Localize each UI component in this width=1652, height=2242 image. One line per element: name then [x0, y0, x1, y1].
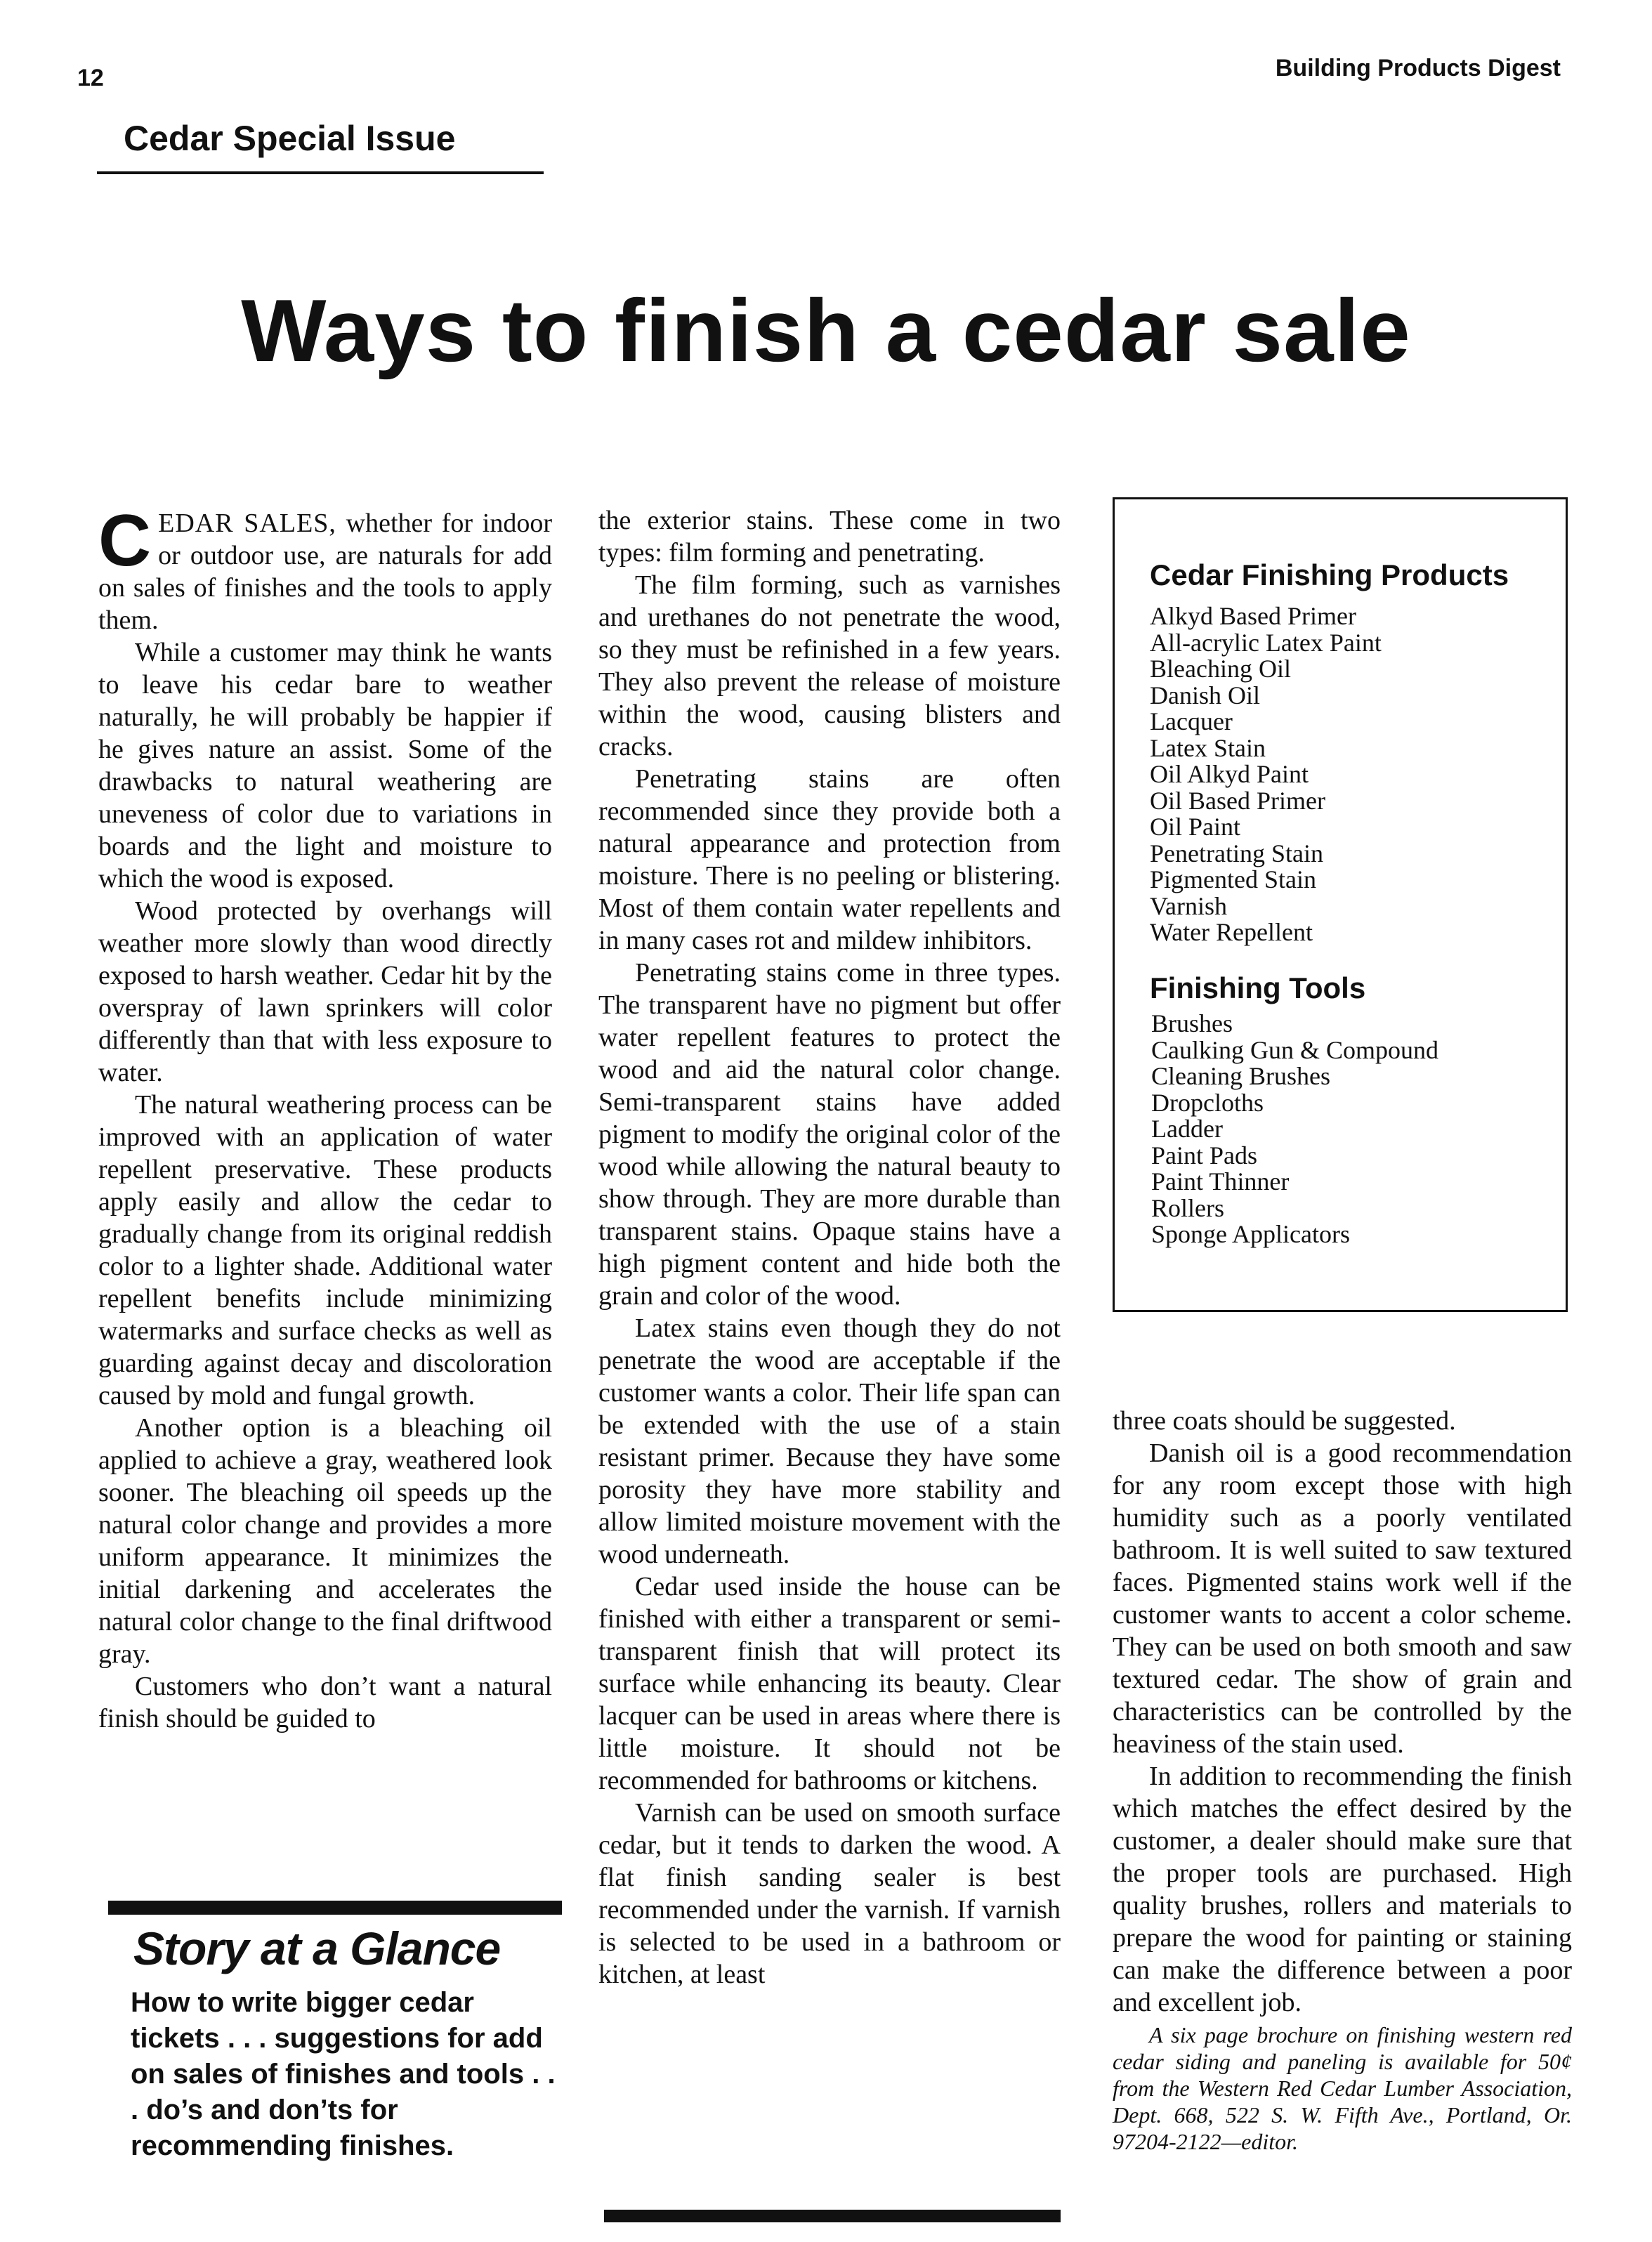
- list-item: Oil Alkyd Paint: [1150, 760, 1309, 788]
- paragraph: While a customer may think he wants to leave his cedar bare to weather naturally, he will probably be happier if he gives nature an assist. Some of the drawbacks to natural weathering are uneveness of color due to variations in boards and the light and moisture to which the wood is exposed.: [98, 638, 552, 893]
- list-item: Ladder: [1151, 1115, 1223, 1143]
- lead-text: whether for indoor or outdoor use, are naturals for add on sales of finishes and the tools to apply them.: [98, 509, 552, 635]
- paragraph: Penetrating stains come in three types. The transparent have no pigment but offer water repellent features to protect the wood and aid the natural color change. Semi-transparent stains have added pigment to modify the original color of the wood while allowing the natural beauty to show through. They are more durable than transparent stains. Opaque stains have a high pigment content and hide both the grain and color of the wood.: [598, 958, 1061, 1311]
- list-item: Caulking Gun & Compound: [1151, 1035, 1439, 1064]
- list-item: Varnish: [1150, 891, 1227, 920]
- lead-smallcaps: EDAR SALES,: [158, 509, 336, 538]
- page-number: 12: [77, 65, 104, 91]
- paragraph: Another option is a bleaching oil applied to achieve a gray, weathered look sooner. The bleaching oil speeds up the natural color change and provides a more uniform appearance. It minimizes the initial darkening and accelerates the natural color change to the final driftwood gray.: [98, 1413, 552, 1669]
- glance-top-rule: [108, 1901, 562, 1915]
- list-item: Bleaching Oil: [1150, 655, 1291, 683]
- article-column-3: [1113, 1405, 1572, 2155]
- paragraph: Latex stains even though they do not penetrate the wood are acceptable if the customer wants a color. Their life span can be extended with the use of a stain resistant primer. Because they have some porosity they have more stability and allow limited moisture movement with the wood underneath.: [598, 1313, 1061, 1569]
- paragraph: Customers who don’t want a natural finish should be guided to: [98, 1672, 552, 1733]
- glance-title: Story at a Glance: [133, 1922, 501, 1974]
- editor-credit: A six page brochure on finishing western red cedar siding and paneling is available for 50¢ from the Western Red Cedar Lumber Association, Dept. 668, 522 S. W. Fifth Ave., Portland, Or. 97204-2122—editor.: [1113, 2022, 1572, 2154]
- list-item: Rollers: [1151, 1193, 1224, 1222]
- lead-paragraph: [98, 500, 552, 636]
- list-item: Sponge Applicators: [1151, 1220, 1350, 1248]
- finishing-products-box: [1113, 497, 1568, 1312]
- tools-list: [1151, 1011, 1438, 1248]
- list-item: Penetrating Stain: [1150, 839, 1323, 867]
- paragraph-continued: the exterior stains. These come in two types: film forming and penetrating.: [598, 506, 1061, 568]
- paragraph-continued: three coats should be suggested.: [1113, 1406, 1456, 1436]
- glance-body: How to write bigger cedar tickets . . . suggestions for add on sales of finishes and tools . . . do’s and don’ts for recommending finishes.: [131, 1987, 556, 2161]
- paragraph: Penetrating stains are often recommended since they provide both a natural appearance and protection from moisture. There is no peeling or blistering. Most of them contain water repellents and in many cases rot and mildew inhibitors.: [598, 764, 1061, 955]
- drop-cap: C: [98, 500, 152, 582]
- paragraph: The film forming, such as varnishes and urethanes do not penetrate the wood, so they must be refinished in a few years. They also prevent the release of moisture within the wood, causing blisters and cracks.: [598, 570, 1061, 761]
- list-item: Paint Pads: [1151, 1141, 1258, 1169]
- list-item: Oil Paint: [1150, 813, 1241, 841]
- headline: Ways to finish a cedar sale: [241, 281, 1411, 380]
- list-item: Alkyd Based Primer: [1150, 602, 1356, 630]
- list-item: Pigmented Stain: [1150, 865, 1316, 893]
- paragraph: The natural weathering process can be improved with an application of water repellent preservative. These products apply easily and allow the cedar to gradually change from its original reddish color to a lighter shade. Additional water repellent benefits include minimizing watermarks and surface checks as well as guarding against decay and discoloration caused by mold and fungal growth.: [98, 1090, 552, 1410]
- paragraph: Wood protected by overhangs will weather more slowly than wood directly exposed to harsh weather. Cedar hit by the overspray of lawn sprinkers will color differently than that with less exposure to water.: [98, 896, 552, 1087]
- list-item: All-acrylic Latex Paint: [1150, 628, 1382, 657]
- paragraph: Danish oil is a good recommendation for any room except those with high humidity such as a poorly ventilated bathroom. It is well suited to saw textured faces. Pigmented stains work well if the customer wants to accent a color scheme. They can be used on both smooth and saw textured cedar. The show of grain and characteristics can be controlled by the heaviness of the stain used.: [1113, 1438, 1572, 1759]
- list-item: Brushes: [1151, 1009, 1233, 1037]
- glance-bottom-rule: [604, 2210, 1061, 2222]
- article-column-2: [598, 504, 1061, 1991]
- paragraph: Varnish can be used on smooth surface cedar, but it tends to darken the wood. A flat finish sanding sealer is best recommended under the varnish. If varnish is selected to be used in a bathroom or kitchen, at least: [598, 1798, 1061, 1989]
- paragraph: Cedar used inside the house can be finished with either a transparent or semi-transparent finish that will protect its surface while enhancing its beauty. Clear lacquer can be used in areas where there is little moisture. It should not be recommended for bathrooms or kitchens.: [598, 1572, 1061, 1795]
- section-label: Cedar Special Issue: [124, 119, 456, 158]
- products-list: [1150, 603, 1382, 946]
- article-column-1: [98, 500, 552, 1735]
- list-item: Cleaning Brushes: [1151, 1062, 1330, 1090]
- list-item: Oil Based Primer: [1150, 786, 1325, 815]
- list-item: Latex Stain: [1150, 733, 1266, 762]
- list-item: Danish Oil: [1150, 681, 1260, 709]
- paragraph: In addition to recommending the finish which matches the effect desired by the customer, a dealer should make sure that the proper tools are purchased. High quality brushes, rollers and materials to prepare the wood for painting or staining can make the difference between a poor and excellent job.: [1113, 1762, 1572, 2017]
- tools-heading: Finishing Tools: [1150, 971, 1366, 1004]
- list-item: Lacquer: [1150, 707, 1233, 735]
- publication-name: Building Products Digest: [1275, 55, 1561, 81]
- list-item: Water Repellent: [1150, 918, 1313, 946]
- list-item: Paint Thinner: [1151, 1167, 1290, 1195]
- section-rule: [97, 171, 544, 174]
- list-item: Dropcloths: [1151, 1088, 1264, 1117]
- products-heading: Cedar Finishing Products: [1150, 558, 1509, 591]
